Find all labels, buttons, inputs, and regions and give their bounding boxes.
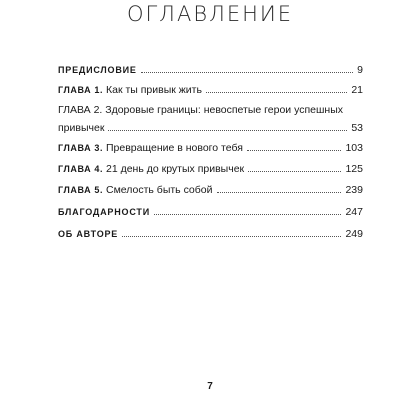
chapter-prefix: ГЛАВА 4. [58, 164, 104, 174]
toc-entry-preface[interactable] [58, 63, 363, 77]
toc-page-number: 9 [357, 64, 363, 76]
chapter-prefix: ГЛАВА 2. [58, 104, 103, 116]
dot-leader [217, 192, 342, 193]
dot-leader [141, 72, 353, 73]
toc-page-number: 103 [345, 142, 363, 154]
toc-entry-chapter-2[interactable] [58, 103, 363, 135]
dot-leader [108, 130, 347, 131]
chapter-title-line2: привычек [58, 122, 105, 134]
toc-entry-acknowledgements[interactable] [58, 205, 363, 219]
toc-page-number: 247 [345, 206, 363, 218]
page-number: 7 [207, 381, 213, 392]
chapter-prefix: ГЛАВА 3. [58, 143, 104, 153]
chapter-title: 21 день до крутых привычек [105, 163, 245, 175]
toc-page-number: 239 [345, 184, 363, 196]
dot-leader [247, 150, 342, 151]
dot-leader [122, 236, 341, 237]
table-of-contents [58, 0, 363, 420]
chapter-title: Смелость быть собой [105, 184, 213, 196]
chapter-prefix: ГЛАВА 1. [58, 85, 104, 95]
page-title: ОГЛАВЛЕНИЕ [126, 2, 294, 26]
toc-entry-chapter-5[interactable] [58, 183, 363, 197]
toc-entry-chapter-3[interactable] [58, 141, 363, 155]
toc-entry-label: БЛАГОДАРНОСТИ [58, 207, 150, 217]
dot-leader [154, 214, 341, 215]
toc-page-number: 53 [351, 122, 363, 134]
toc-page-number: 21 [351, 84, 363, 96]
chapter-prefix: ГЛАВА 5. [58, 185, 104, 195]
dot-leader [248, 171, 341, 172]
toc-page-number: 249 [345, 228, 363, 240]
dot-leader [206, 92, 347, 93]
chapter-title-line1: Здоровые границы: невоспетые герои успешных [105, 104, 343, 116]
toc-entry-chapter-4[interactable] [58, 162, 363, 176]
toc-entry-label: ОБ АВТОРЕ [58, 229, 119, 239]
toc-entry-about-author[interactable] [58, 227, 363, 241]
toc-page-number: 125 [345, 163, 363, 175]
toc-entry-label: ПРЕДИСЛОВИЕ [58, 65, 137, 75]
toc-entry-chapter-1[interactable] [58, 83, 363, 97]
chapter-title: Как ты привык жить [105, 84, 202, 96]
chapter-title: Превращение в нового тебя [105, 142, 243, 154]
